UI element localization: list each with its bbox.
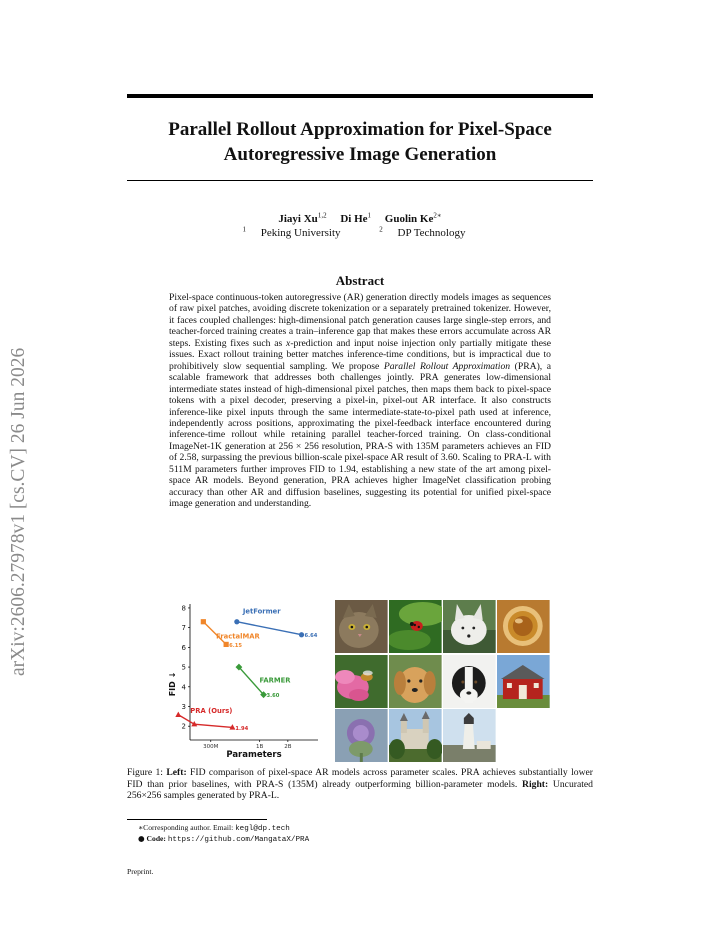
y-tick-label: 2 [181, 722, 186, 731]
series-name-label: PRA (Ours) [190, 707, 233, 716]
author-list [127, 211, 593, 225]
y-axis-label: FID ↓ [168, 671, 177, 697]
sample-image-lighthouse [443, 709, 496, 762]
sample-image-flower-bee [335, 655, 388, 708]
data-label: 3.60 [266, 693, 280, 700]
sample-image-border-collie [443, 655, 496, 708]
sample-image-castle [389, 709, 442, 762]
sample-image-thistle [335, 709, 388, 762]
data-point [234, 619, 239, 624]
title-line-1: Parallel Rollout Approximation for Pixel-Space [168, 119, 552, 140]
preprint-label: Preprint. [127, 867, 154, 876]
title-bottom-rule [127, 180, 593, 181]
affiliation: $^2$ DP Technology [379, 225, 466, 239]
author: Jiayi Xu$^{1,2}$ [278, 211, 327, 225]
fid-chart [168, 600, 323, 762]
series-name-label: FARMER [259, 676, 291, 685]
paper-title [127, 117, 593, 167]
sample-image-soup-bowl [497, 600, 550, 653]
series-name-label: JetFormer [242, 607, 281, 616]
title-top-rule [127, 94, 593, 98]
title-line-2: Autoregressive Image Generation [223, 144, 497, 165]
figure-caption: Figure 1: Left: FID comparison of pixel-space AR models across parameter scales. PRA achieves substantially lower FID than prior baselines, with PRA-S (135M) already outperforming billion-parameter models. Right: Uncurated 256×256 samples generated by PRA-L. [127, 767, 593, 801]
affiliations [127, 225, 593, 239]
x-axis-label: Parameters [226, 750, 282, 760]
data-point [299, 632, 304, 637]
sample-image-white-fox [443, 600, 496, 653]
y-tick-label: 6 [181, 643, 186, 652]
code-note: ● Code: https://github.com/MangataX/PRA [138, 834, 310, 844]
data-label: 6.15 [229, 642, 242, 649]
author-email[interactable]: kegl@dp.tech [235, 825, 290, 833]
x-tick-label: 2B [284, 744, 292, 750]
y-tick-label: 5 [181, 663, 186, 672]
author: Guolin $Ke^{2∗}$ [384, 211, 442, 225]
corresponding-author-note: ∗Corresponding author. Email: kegl@dp.tech [138, 823, 290, 833]
abstract-heading: Abstract [335, 273, 385, 288]
sample-image-grid [335, 600, 550, 762]
data-point [201, 619, 206, 624]
x-tick-label: 1B [256, 744, 264, 750]
code-link[interactable]: https://github.com/MangataX/PRA [167, 836, 310, 844]
data-point [175, 712, 181, 717]
author: Di He$^1$ [340, 211, 372, 225]
footnote [138, 823, 309, 845]
series-line [178, 715, 232, 728]
y-tick-label: 8 [181, 604, 186, 613]
sample-image-cat [335, 600, 388, 653]
data-label: 1.94 [235, 725, 249, 732]
sample-image-ladybug [389, 600, 442, 653]
y-tick-label: 3 [181, 702, 186, 711]
github-icon: ● [138, 834, 145, 843]
series-name-label: FractalMAR [216, 632, 260, 641]
affiliation: $^1$ Peking University [242, 225, 341, 239]
sample-image-blank [497, 709, 550, 762]
abstract-body: Pixel-space continuous-token autoregressive (AR) generation directly models images as sequences of raw pixel patches, avoiding discrete tokenization or a separately pretrained tokenizer. However, it faces coupled challenges: high-dimensional patch generation causes large single-step errors, and teacher-forced training creates a train–inference gap that makes these errors accumulate across AR steps. Existing fixes such as x-prediction and input noise injection only partially mitigate these issues. Exact rollout training better matches inference-time conditions, but is impractical due to prohibitively slow sequential sampling. We propose Parallel Rollout Approximation (PRA), a scalable framework that addresses both challenges jointly. PRA generates low-dimensional intermediate states instead of high-dimensional pixel patches, then maps them back to pixel-space tokens with a pixel decoder, preserving a pixel-in, pixel-out AR interface. It also constructs inference-like pixel inputs through the same intermediate-state-to-pixel path used at inference, independently across positions, approximating the pixel-feedback interface encountered during inference-time rollout while retaining parallel teacher-forced training. On class-conditional ImageNet-1K generation at 256 × 256 resolution, PRA-S with 135M parameters achieves an FID of 2.58, surpassing the previous billion-scale pixel-space AR result of 3.60. Scaling to PRA-L with 511M parameters further improves FID to 1.94, establishing a new state of the art among pixel-space AR models. Beyond generation, PRA achieves higher ImageNet classification probing accuracy than other AR and diffusion baselines, suggesting its potential for unified pixel-space image generation and understanding. [169, 292, 552, 510]
data-label: 6.64 [304, 633, 318, 640]
y-tick-label: 4 [181, 683, 186, 692]
footnote-rule [127, 819, 267, 820]
arxiv-stamp: arXiv:2606.27978v1 [cs.CV] 26 Jun 2026 [8, 347, 29, 676]
data-point [224, 642, 229, 647]
y-tick-label: 7 [181, 624, 186, 633]
sample-image-red-barn [497, 655, 550, 708]
sample-image-golden-retriever [389, 655, 442, 708]
x-tick-label: 300M [203, 744, 219, 750]
